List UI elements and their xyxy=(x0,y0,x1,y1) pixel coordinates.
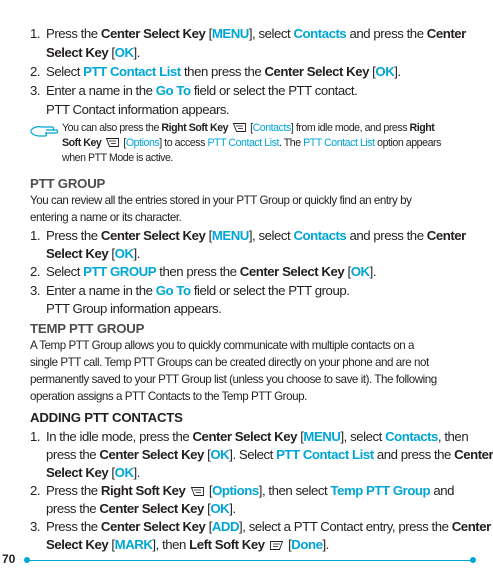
step-3-adding-line2: Select Key [MARK], then Left Soft Key [Done]. xyxy=(46,537,329,552)
note-line-1: You can also press the Right Soft Key [Contacts] from idle mode, and press Right xyxy=(62,122,435,134)
step-3-contacts-result: PTT Contact information appears. xyxy=(46,102,230,117)
step-3-group-result: PTT Group information appears. xyxy=(46,301,222,316)
right-soft-key-icon xyxy=(106,138,119,147)
footer-rule-dot-right xyxy=(470,557,476,563)
section-heading-adding-ptt-contacts: ADDING PTT CONTACTS xyxy=(30,410,183,425)
step-number: 1. xyxy=(30,228,41,243)
temp-paragraph-line: A Temp PTT Group allows you to quickly communicate with multiple contacts on a xyxy=(30,339,414,352)
right-soft-key-icon xyxy=(233,123,246,132)
section-heading-ptt-group: PTT GROUP xyxy=(30,176,106,191)
page-number: 70 xyxy=(2,552,16,566)
note-line-2: Soft Key [Options] to access PTT Contact List. The PTT Contact List option appears xyxy=(62,137,441,149)
temp-paragraph-line: permanently saved to your PTT Group list (unless you choose to save it). The following xyxy=(30,373,437,386)
note-hand-icon xyxy=(30,122,60,138)
right-soft-key-icon xyxy=(191,487,204,496)
step-2-adding-line2: press the Center Select Key [OK]. xyxy=(46,501,236,516)
step-1-group: Press the Center Select Key [MENU], select Contacts and press the Center xyxy=(46,228,466,243)
step-1-adding: In the idle mode, press the Center Select Key [MENU], select Contacts, then xyxy=(46,429,469,444)
temp-paragraph-line: single PTT call. Temp PTT Groups can be created directly on your phone and are not xyxy=(30,356,429,369)
step-3-adding: Press the Center Select Key [ADD], select a PTT Contact entry, press the Center xyxy=(46,519,491,534)
step-number: 3. xyxy=(30,283,41,298)
ptt-group-paragraph-line-2: entering a name or its character. xyxy=(30,211,182,224)
step-1-adding-line3: Select Key [OK]. xyxy=(46,465,140,480)
footer-rule xyxy=(28,560,474,561)
section-heading-temp-ptt-group: TEMP PTT GROUP xyxy=(30,321,145,336)
step-2-contacts: Select PTT Contact List then press the Center Select Key [OK]. xyxy=(46,64,401,79)
step-1-group-line2: Select Key [OK]. xyxy=(46,246,140,261)
step-number: 3. xyxy=(30,519,41,534)
step-number: 2. xyxy=(30,64,41,79)
ptt-group-paragraph-line-1: You can review all the entries stored in your PTT Group or quickly find an entry by xyxy=(30,194,412,207)
step-3-group: Enter a name in the Go To field or select the PTT group. xyxy=(46,283,350,298)
temp-paragraph-line: operation assigns a PTT Contacts to the Temp PTT Group. xyxy=(30,390,307,403)
step-1-contacts-line2: Select Key [OK]. xyxy=(46,45,140,60)
step-3-contacts: Enter a name in the Go To field or select the PTT contact. xyxy=(46,83,358,98)
step-1-contacts: Press the Center Select Key [MENU], select Contacts and press the Center xyxy=(46,26,466,41)
left-soft-key-icon xyxy=(270,541,283,550)
step-2-group: Select PTT GROUP then press the Center Select Key [OK]. xyxy=(46,264,377,279)
step-number: 1. xyxy=(30,26,41,41)
step-number: 3. xyxy=(30,83,41,98)
step-2-adding: Press the Right Soft Key [Options], then select Temp PTT Group and xyxy=(46,483,455,498)
note-line-3: when PTT Mode is active. xyxy=(62,152,173,164)
step-1-adding-line2: press the Center Select Key [OK]. Select PTT Contact List and press the Center xyxy=(46,447,493,462)
step-number: 1. xyxy=(30,429,41,444)
step-number: 2. xyxy=(30,264,41,279)
step-number: 2. xyxy=(30,483,41,498)
